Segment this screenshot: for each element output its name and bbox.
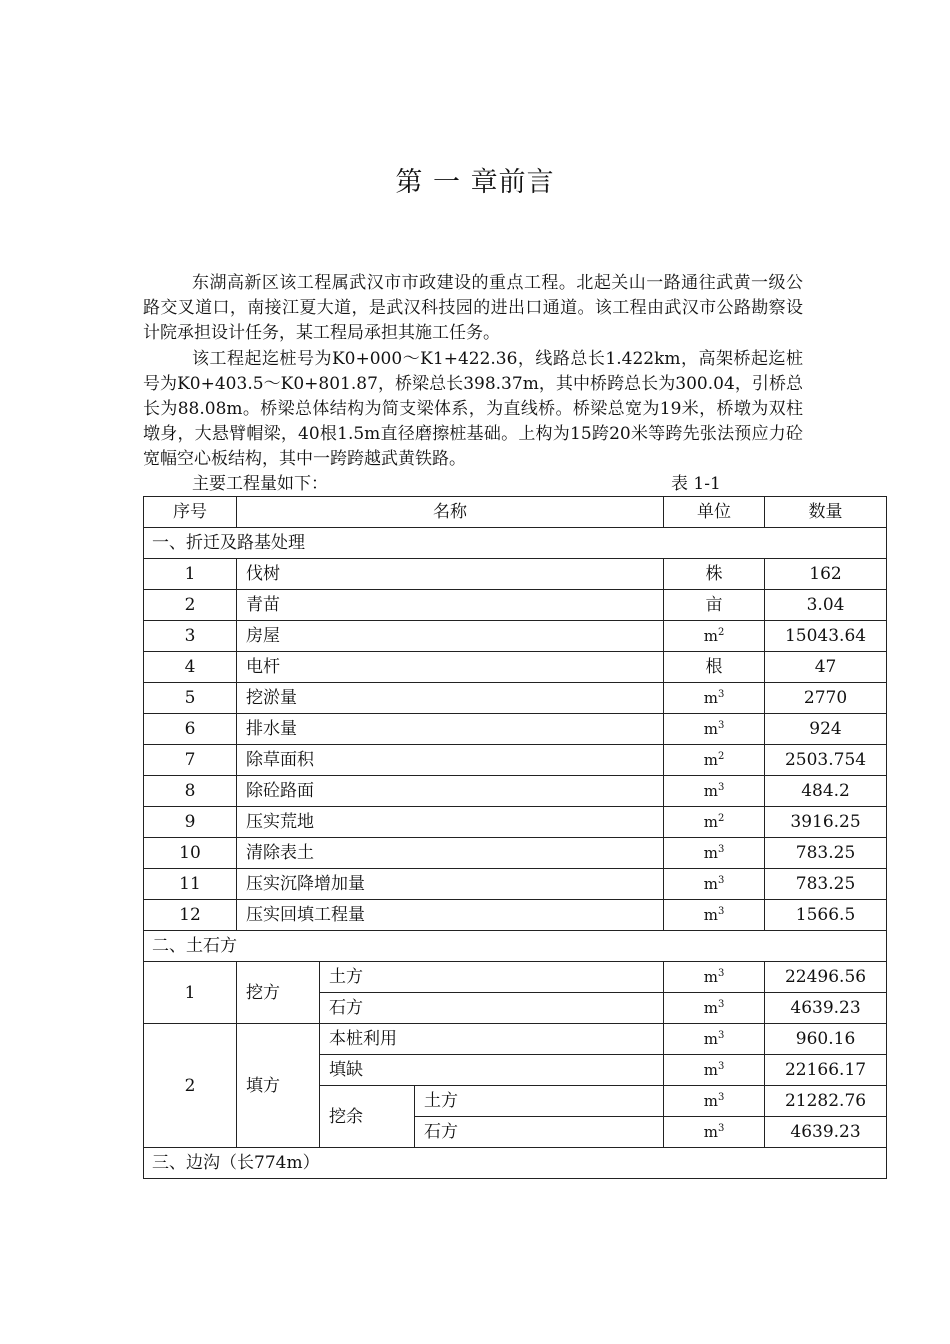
row-no: 2 [144, 1024, 237, 1148]
row-name: 清除表土 [237, 838, 664, 869]
row-no: 2 [144, 590, 237, 621]
row-name: 除草面积 [237, 745, 664, 776]
row-unit: $m^2$ [664, 621, 765, 652]
header-unit: 单位 [664, 497, 765, 528]
row-unit: $m^3$ [664, 1024, 765, 1055]
row-unit: $m^2$ [664, 807, 765, 838]
table-row [144, 714, 887, 745]
row-name: 房屋 [237, 621, 664, 652]
row-qty: 3.04 [765, 590, 887, 621]
row-no: 8 [144, 776, 237, 807]
row-unit: $m^3$ [664, 776, 765, 807]
row-no: 9 [144, 807, 237, 838]
row-unit: $m^3$ [664, 993, 765, 1024]
row-qty: 1566.5 [765, 900, 887, 931]
row-subname: 本桩利用 [320, 1024, 664, 1055]
row-qty: 783.25 [765, 838, 887, 869]
row-unit: $m^3$ [664, 1086, 765, 1117]
table-row [144, 776, 887, 807]
intro-paragraph-2: 该工程起迄桩号为K0+000～K1+422.36，线路总长1.422km，高架桥起迄桩号为K0+403.5～K0+801.87，桥梁总长398.37m，其中桥跨总长为300.04，引桥总长为88.08m。桥梁总体结构为简支梁体系，为直线桥。桥梁总宽为19米，桥墩为双柱墩身，大悬臂帽梁，40根1.5m直径磨擦桩基础。上构为15跨20米等跨先张法预应力砼宽幅空心板结构，其中一跨跨越武黄铁路。 [143, 349, 803, 469]
row-qty: 22166.17 [765, 1055, 887, 1086]
row-subname: 土方 [320, 962, 664, 993]
row-qty: 2770 [765, 683, 887, 714]
row-qty: 4639.23 [765, 1117, 887, 1148]
row-unit: 株 [664, 559, 765, 590]
row-no: 12 [144, 900, 237, 931]
row-subname: 填缺 [320, 1055, 664, 1086]
row-name: 挖淤量 [237, 683, 664, 714]
table-row [144, 652, 887, 683]
row-name: 伐树 [237, 559, 664, 590]
row-name: 压实沉降增加量 [237, 869, 664, 900]
table-row [144, 745, 887, 776]
row-unit: $m^3$ [664, 683, 765, 714]
row-qty: 2503.754 [765, 745, 887, 776]
row-qty: 3916.25 [765, 807, 887, 838]
row-qty: 162 [765, 559, 887, 590]
table-number: 表 1-1 [671, 474, 721, 494]
row-unit: $m^3$ [664, 900, 765, 931]
row-name: 挖方 [237, 962, 320, 1024]
row-qty: 924 [765, 714, 887, 745]
table-row [144, 962, 887, 993]
quantities-table [143, 496, 887, 1179]
row-qty: 484.2 [765, 776, 887, 807]
table-header-row [144, 497, 887, 528]
row-name: 排水量 [237, 714, 664, 745]
table-caption [143, 472, 887, 497]
row-subsubname: 土方 [415, 1086, 664, 1117]
row-unit: $m^3$ [664, 1055, 765, 1086]
intro-paragraph-1: 东湖高新区该工程属武汉市市政建设的重点工程。北起关山一路通往武黄一级公路交叉道口，南接江夏大道，是武汉科技园的进出口通道。该工程由武汉市公路勘察设计院承担设计任务，某工程局承担其施工任务。 [143, 273, 803, 343]
table-intro-text: 主要工程量如下： [192, 474, 328, 494]
row-no: 4 [144, 652, 237, 683]
row-name: 电杆 [237, 652, 664, 683]
row-no: 1 [144, 962, 237, 1024]
row-no: 6 [144, 714, 237, 745]
row-qty: 783.25 [765, 869, 887, 900]
row-unit: $m^2$ [664, 745, 765, 776]
row-qty: 15043.64 [765, 621, 887, 652]
section-row [144, 931, 887, 962]
section-row [144, 528, 887, 559]
table-row [144, 683, 887, 714]
row-unit: $m^3$ [664, 962, 765, 993]
table-row [144, 900, 887, 931]
table-row [144, 590, 887, 621]
row-qty: 22496.56 [765, 962, 887, 993]
section-row [144, 1148, 887, 1179]
row-qty: 4639.23 [765, 993, 887, 1024]
header-qty: 数量 [765, 497, 887, 528]
row-unit: 亩 [664, 590, 765, 621]
table-row [144, 838, 887, 869]
row-subsubname: 石方 [415, 1117, 664, 1148]
row-no: 10 [144, 838, 237, 869]
row-name: 青苗 [237, 590, 664, 621]
row-name: 压实回填工程量 [237, 900, 664, 931]
header-name: 名称 [237, 497, 664, 528]
row-name: 填方 [237, 1024, 320, 1148]
table-row [144, 621, 887, 652]
row-qty: 960.16 [765, 1024, 887, 1055]
section-title: 一、折迁及路基处理 [144, 528, 887, 559]
row-unit: 根 [664, 652, 765, 683]
row-qty: 47 [765, 652, 887, 683]
row-no: 11 [144, 869, 237, 900]
table-row [144, 869, 887, 900]
row-qty: 21282.76 [765, 1086, 887, 1117]
table-row [144, 807, 887, 838]
section-title: 二、土石方 [144, 931, 887, 962]
chapter-title: 第 一 章前言 [395, 167, 555, 198]
row-subname: 挖余 [320, 1086, 415, 1148]
row-unit: $m^3$ [664, 1117, 765, 1148]
row-unit: $m^3$ [664, 869, 765, 900]
row-unit: $m^3$ [664, 838, 765, 869]
table-row [144, 559, 887, 590]
row-name: 压实荒地 [237, 807, 664, 838]
row-subname: 石方 [320, 993, 664, 1024]
row-name: 除砼路面 [237, 776, 664, 807]
section-title: 三、边沟（长774m） [144, 1148, 887, 1179]
row-no: 7 [144, 745, 237, 776]
table-row [144, 1024, 887, 1055]
header-no: 序号 [144, 497, 237, 528]
row-no: 5 [144, 683, 237, 714]
row-unit: $m^3$ [664, 714, 765, 745]
row-no: 1 [144, 559, 237, 590]
row-no: 3 [144, 621, 237, 652]
